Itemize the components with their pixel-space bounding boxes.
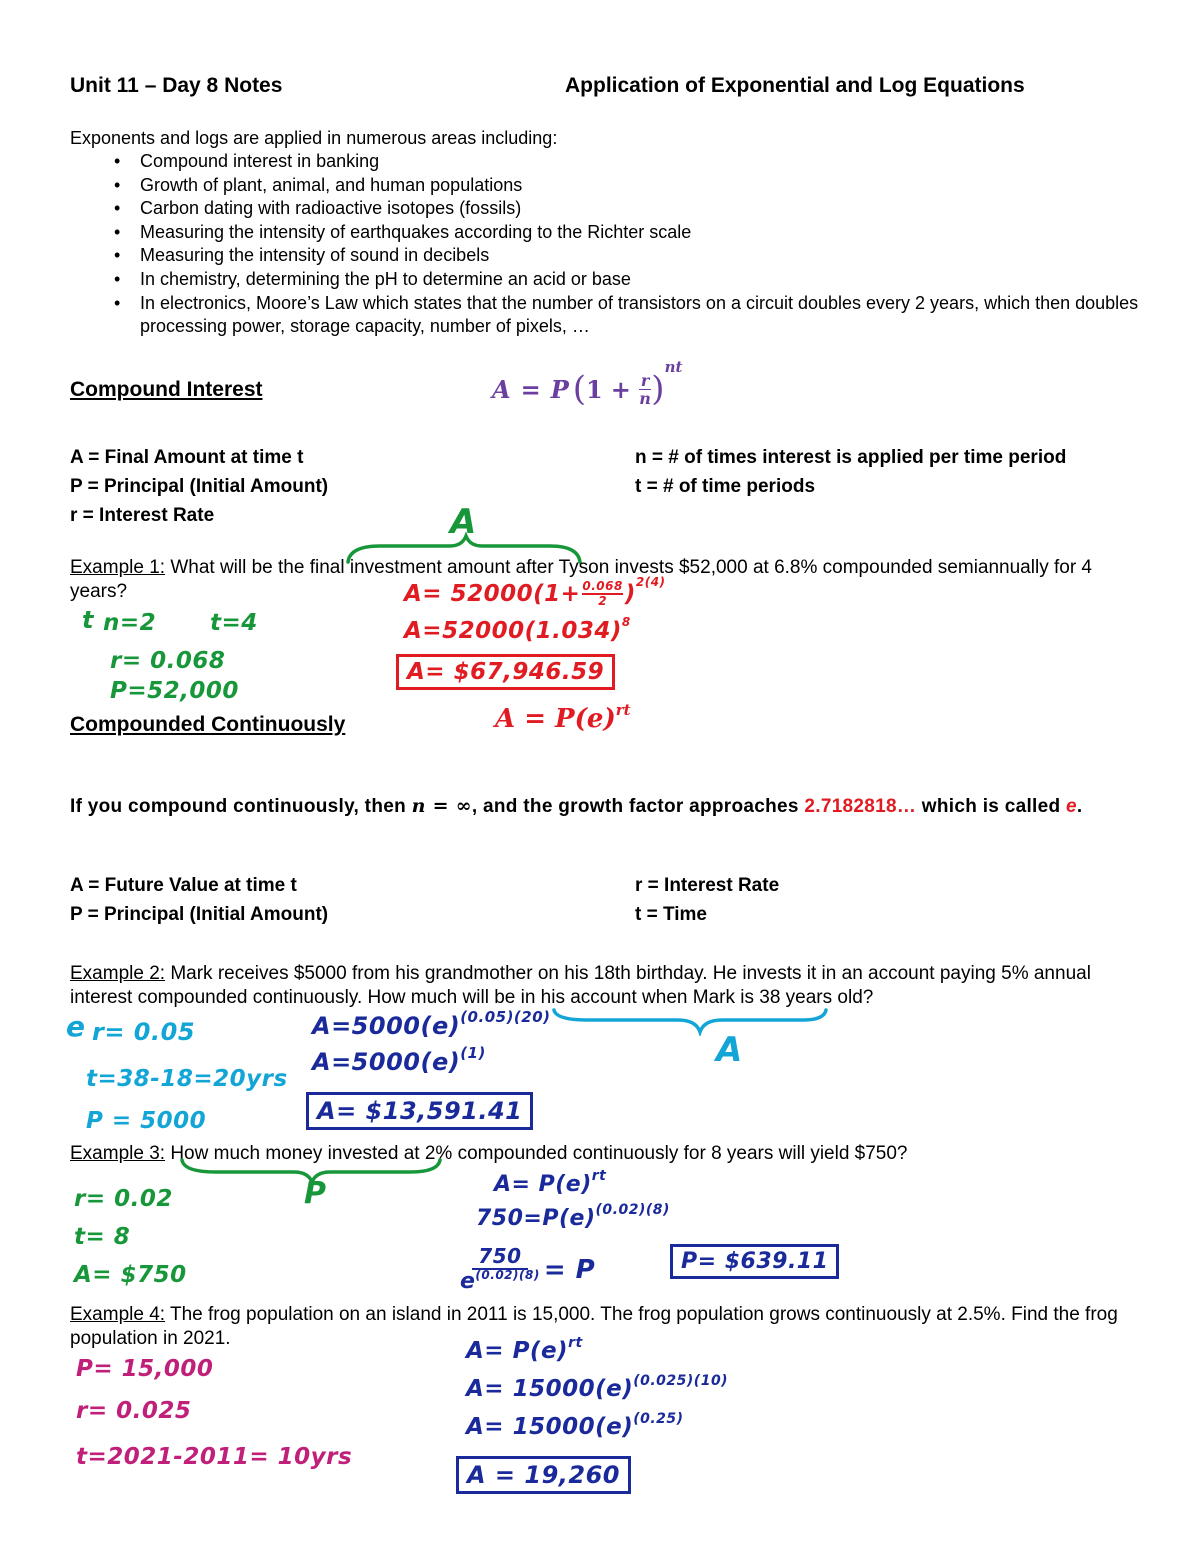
- ex4-answer-box: A = 19,260: [456, 1456, 631, 1494]
- work-text: A= 52000(1+: [404, 581, 581, 607]
- compound-formula: [492, 358, 683, 414]
- ex2-var: t=38-18=20yrs: [86, 1066, 288, 1092]
- work-text: A= P(e): [466, 1338, 569, 1364]
- work-fraction: [582, 580, 622, 608]
- work-exponent: 8: [621, 615, 631, 629]
- application-list: [70, 150, 1140, 339]
- ex2-work-line2: [312, 1044, 486, 1076]
- example-text: Mark receives $5000 from his grandmother on his 18th birthday. He invests it in an account paying 5% annual interest compounded continuously. How much will be in his account when Mark is 38 years old?: [70, 963, 1091, 1008]
- continuous-formula: [495, 701, 631, 734]
- sentence-math: n = ∞: [411, 795, 472, 817]
- compound-defs-left: [70, 443, 328, 530]
- example-text: How much money invested at 2% compounded continuously for 8 years will yield $750?: [165, 1143, 908, 1164]
- ex3-work-line2: [476, 1202, 670, 1231]
- ex3-answer-box: P= $639.11: [670, 1244, 839, 1279]
- example-label: Example 1:: [70, 557, 166, 578]
- work-text: e: [460, 1269, 476, 1294]
- work-text: 750=P(e): [476, 1206, 596, 1231]
- ex2-work-line1: [312, 1008, 551, 1040]
- list-item: • Compound interest in banking: [70, 150, 1140, 174]
- work-exponent: (1): [460, 1044, 486, 1062]
- sentence-e: e: [1065, 796, 1077, 817]
- ex3-work-line3: [460, 1244, 595, 1296]
- def-item: P = Principal (Initial Amount): [70, 904, 329, 925]
- work-exponent: 2(4): [635, 575, 666, 589]
- work-exponent: rt: [568, 1335, 583, 1351]
- work-text: A= 15000(e): [466, 1414, 634, 1440]
- ex3-var: t= 8: [74, 1224, 131, 1250]
- def-item: n = # of times interest is applied per time period: [635, 447, 1067, 468]
- formula-exponent: nt: [664, 358, 683, 376]
- work-text: ): [624, 581, 636, 607]
- sentence-part: .: [1076, 796, 1083, 817]
- def-item: t = # of time periods: [635, 476, 816, 497]
- work-numerator: 0.068: [582, 579, 623, 593]
- ex1-var: P=52,000: [110, 678, 239, 704]
- section-title-compound: Compound Interest: [70, 378, 263, 401]
- work-exponent: rt: [591, 1168, 607, 1184]
- work-exponent: (0.025)(10): [633, 1373, 729, 1389]
- ex2-var: P = 5000: [86, 1108, 207, 1134]
- work-exponent: (0.02)(8): [595, 1202, 670, 1218]
- work-text: A=5000(e): [312, 1048, 461, 1076]
- work-denominator: 2: [598, 594, 608, 608]
- def-item: A = Future Value at time t: [70, 875, 297, 896]
- intro-lead: Exponents and logs are applied in numerous areas including:: [70, 128, 558, 148]
- list-item: • Measuring the intensity of earthquakes according to the Richter scale: [70, 221, 1140, 245]
- ex2-var: r= 0.05: [92, 1018, 196, 1046]
- ex1-var: t=4: [210, 610, 258, 636]
- work-numerator: 750: [472, 1244, 527, 1270]
- def-item: P = Principal (Initial Amount): [70, 476, 329, 497]
- formula-plus: +: [610, 374, 631, 404]
- brace-label-ex3: P: [304, 1176, 327, 1211]
- formula-eq: =: [520, 374, 541, 404]
- work-exponent: (0.25): [633, 1411, 684, 1427]
- example-4-question: [70, 1303, 1130, 1351]
- def-item: r = Interest Rate: [70, 505, 215, 526]
- example-label: Example 4:: [70, 1304, 166, 1325]
- ex2-mark: e: [66, 1010, 86, 1043]
- work-denominator: [460, 1270, 540, 1296]
- work-text: = P: [543, 1255, 596, 1285]
- intro-section: [70, 126, 1140, 339]
- formula-numerator: r: [640, 370, 650, 390]
- formula-paren-open: (: [572, 369, 587, 409]
- def-item: A = Final Amount at time t: [70, 447, 304, 468]
- ex4-work-line2: [466, 1373, 729, 1402]
- ex4-work-line1: [466, 1335, 583, 1364]
- ex3-var: r= 0.02: [74, 1186, 173, 1212]
- formula-exponent: rt: [615, 701, 631, 719]
- continuous-defs-left: [70, 871, 328, 929]
- example-label: Example 2:: [70, 963, 166, 984]
- ex3-work-line1: [494, 1168, 607, 1197]
- work-fraction: [460, 1244, 540, 1296]
- ex1-work-line2: [404, 615, 631, 644]
- formula-one: 1: [586, 374, 603, 404]
- ex4-var: P= 15,000: [76, 1356, 214, 1382]
- ex1-answer-box: A= $67,946.59: [396, 654, 615, 690]
- list-item: • In electronics, Moore’s Law which states that the number of transistors on a circuit doubles every 2 years, which then doubles processing power, storage capacity, number of pixels, …: [70, 292, 1140, 339]
- ex4-var: r= 0.025: [76, 1398, 192, 1424]
- formula-paren-close: ): [651, 369, 665, 409]
- section-title-continuous: Compounded Continuously: [70, 713, 346, 736]
- example-text: The frog population on an island in 2011 is 15,000. The frog population grows continuously at 2.5%. Find the frog population in 2021.: [70, 1304, 1118, 1349]
- sentence-number: 2.7182818…: [804, 796, 917, 817]
- list-item: • Carbon dating with radioactive isotopes (fossils): [70, 197, 1140, 221]
- list-item: • In chemistry, determining the pH to determine an acid or base: [70, 268, 1140, 292]
- ex2-answer-box: A= $13,591.41: [306, 1092, 533, 1130]
- page-title: Unit 11 – Day 8 Notes: [70, 74, 283, 97]
- formula-p: P: [550, 374, 569, 404]
- ex3-var: A= $750: [74, 1262, 187, 1288]
- formula-text: A = P(e): [495, 704, 616, 734]
- formula-lhs: A: [492, 374, 511, 404]
- page-subtitle: Application of Exponential and Log Equations: [565, 74, 1025, 97]
- example-2-question: [70, 962, 1140, 1010]
- sentence-part: which is called: [916, 796, 1066, 817]
- formula-fraction: [639, 372, 651, 407]
- formula-denominator: n: [639, 388, 651, 408]
- ex1-var: n=2: [103, 610, 157, 636]
- def-item: t = Time: [635, 904, 707, 925]
- ex4-var: t=2021-2011= 10yrs: [76, 1444, 353, 1470]
- ex4-work-line3: [466, 1411, 684, 1440]
- list-item: • Growth of plant, animal, and human populations: [70, 174, 1140, 198]
- ex1-var: r= 0.068: [110, 648, 226, 674]
- example-label: Example 3:: [70, 1143, 166, 1164]
- sentence-part: If you compound continuously, then: [70, 796, 412, 817]
- ex1-work-line1: [404, 575, 666, 608]
- brace-label-ex2: A: [716, 1030, 743, 1070]
- work-text: A=5000(e): [312, 1012, 461, 1040]
- work-text: A= 15000(e): [466, 1376, 634, 1402]
- example-text: What will be the final investment amount after Tyson invests $52,000 at 6.8% compounded semiannually for 4 years?: [70, 557, 1092, 602]
- ex1-mark: t: [82, 606, 94, 634]
- list-item: • Measuring the intensity of sound in decibels: [70, 244, 1140, 268]
- work-text: A=52000(1.034): [404, 618, 622, 644]
- brace-annotation-ex2: [548, 1004, 833, 1036]
- brace-label-ex1: A: [450, 502, 477, 542]
- sentence-part: , and the growth factor approaches: [471, 796, 805, 817]
- work-text: A= P(e): [494, 1172, 592, 1197]
- continuous-defs-right: [635, 871, 779, 929]
- work-exponent: (0.02)(8): [475, 1268, 540, 1282]
- def-item: r = Interest Rate: [635, 875, 780, 896]
- compound-defs-right: [635, 443, 1066, 501]
- work-exponent: (0.05)(20): [460, 1008, 551, 1026]
- continuous-sentence: [70, 793, 1130, 820]
